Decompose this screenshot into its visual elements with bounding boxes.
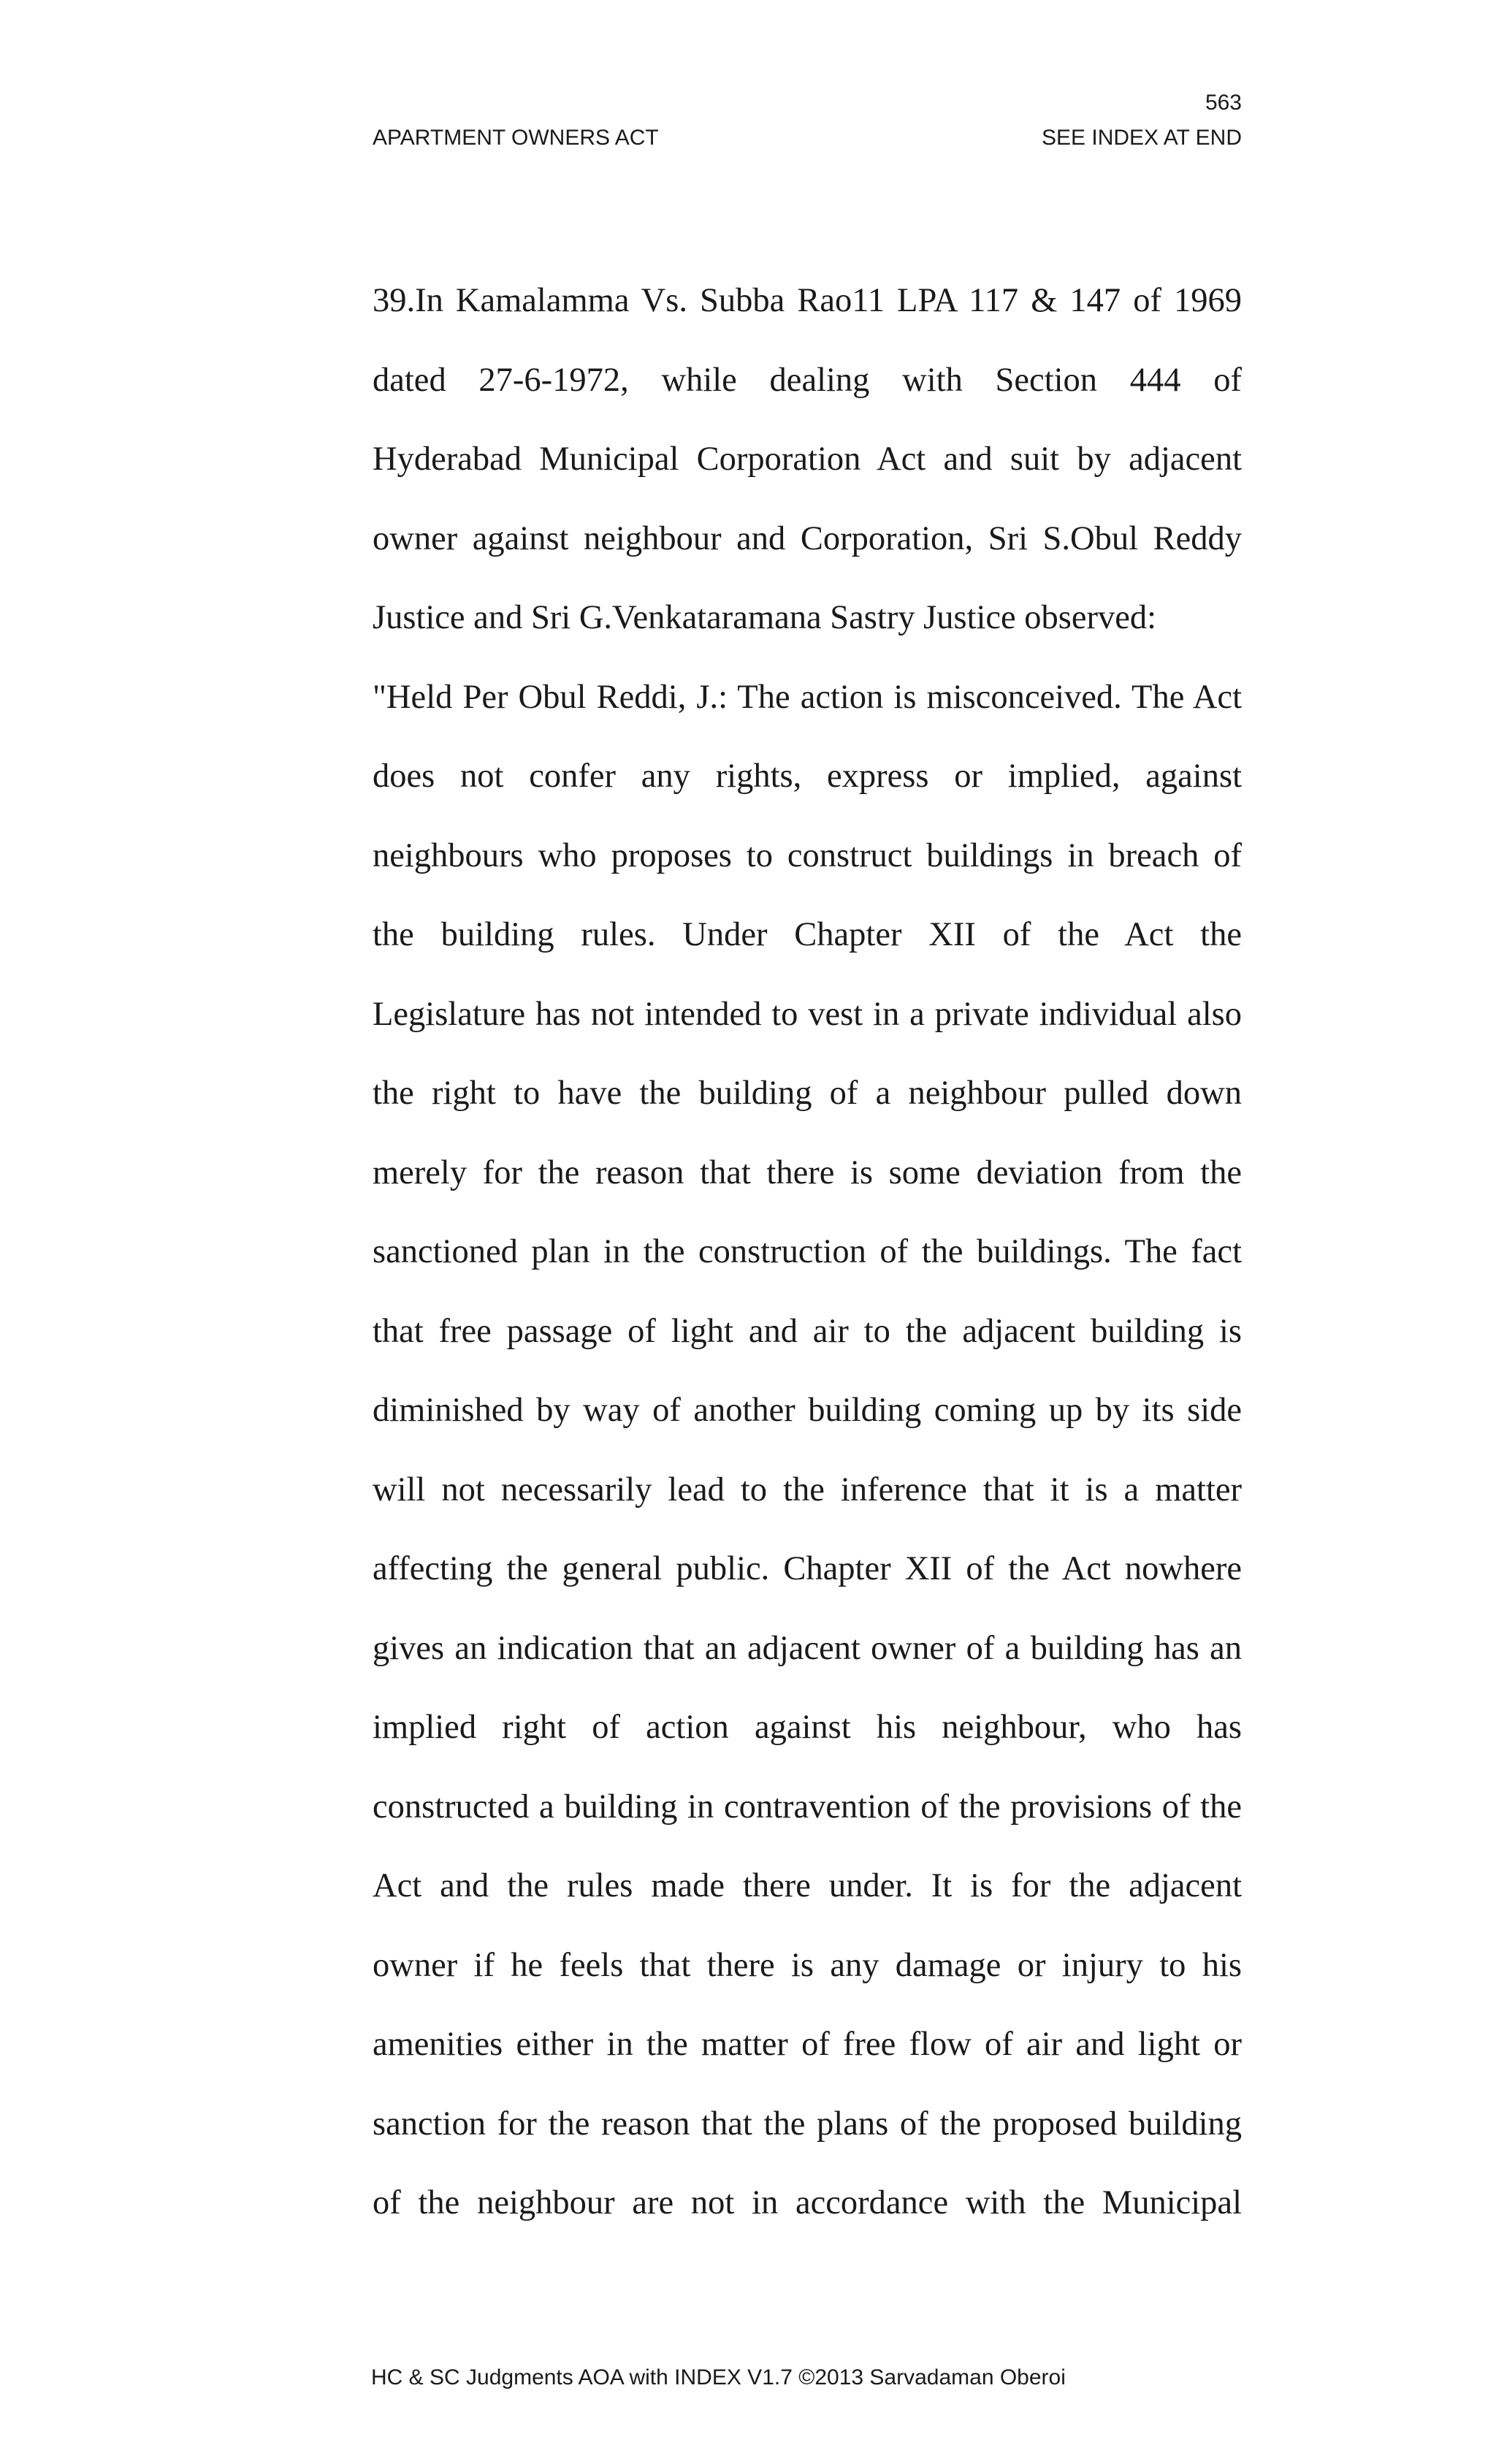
- page-footer: HC & SC Judgments AOA with INDEX V1.7 ©2013 Sarvadaman Oberoi: [371, 2365, 1066, 2389]
- text-line: of the neighbour are not in accordance with the Municipal: [373, 2184, 1242, 2221]
- text-line: sanction for the reason that the plans of the proposed building: [373, 2105, 1242, 2143]
- text-line: sanctioned plan in the construction of the buildings. The fact: [373, 1233, 1242, 1270]
- text-line: owner against neighbour and Corporation, Sri S.Obul Reddy: [373, 519, 1242, 557]
- text-line: the right to have the building of a neighbour pulled down: [373, 1075, 1242, 1112]
- text-line: will not necessarily lead to the inference that it is a matter: [373, 1471, 1242, 1508]
- text-line: Justice and Sri G.Venkataramana Sastry Justice observed:: [373, 599, 1157, 636]
- text-line: the building rules. Under Chapter XII of the Act the: [373, 916, 1242, 953]
- body-text: [373, 262, 1242, 2243]
- page-number: 563: [1205, 91, 1242, 115]
- running-title-left: APARTMENT OWNERS ACT: [373, 126, 659, 150]
- text-line: merely for the reason that there is some deviation from the: [373, 1153, 1242, 1191]
- text-line: gives an indication that an adjacent owner of a building has an: [373, 1629, 1242, 1667]
- text-line: Hyderabad Municipal Corporation Act and suit by adjacent: [373, 440, 1242, 478]
- text-line: owner if he feels that there is any damage or injury to his: [373, 1946, 1242, 1984]
- text-line: that free passage of light and air to the adjacent building is: [373, 1312, 1242, 1350]
- text-line: Act and the rules made there under. It is for the adjacent: [373, 1867, 1242, 1904]
- text-line: diminished by way of another building coming up by its side: [373, 1392, 1242, 1429]
- text-line: implied right of action against his neighbour, who has: [373, 1709, 1242, 1746]
- text-line: 39.In Kamalamma Vs. Subba Rao11 LPA 117 & 147 of 1969: [373, 282, 1242, 319]
- text-line: dated 27-6-1972, while dealing with Section 444 of: [373, 361, 1242, 399]
- text-line: does not confer any rights, express or implied, against: [373, 758, 1242, 795]
- text-line: "Held Per Obul Reddi, J.: The action is misconceived. The Act: [373, 678, 1242, 716]
- text-line: Legislature has not intended to vest in a private individual also: [373, 995, 1242, 1033]
- running-title-right: SEE INDEX AT END: [1042, 126, 1242, 150]
- text-line: constructed a building in contravention of the provisions of the: [373, 1788, 1242, 1826]
- text-line: amenities either in the matter of free flow of air and light or: [373, 2026, 1242, 2063]
- text-line: affecting the general public. Chapter XII of the Act nowhere: [373, 1550, 1242, 1587]
- text-line: neighbours who proposes to construct buildings in breach of: [373, 836, 1242, 874]
